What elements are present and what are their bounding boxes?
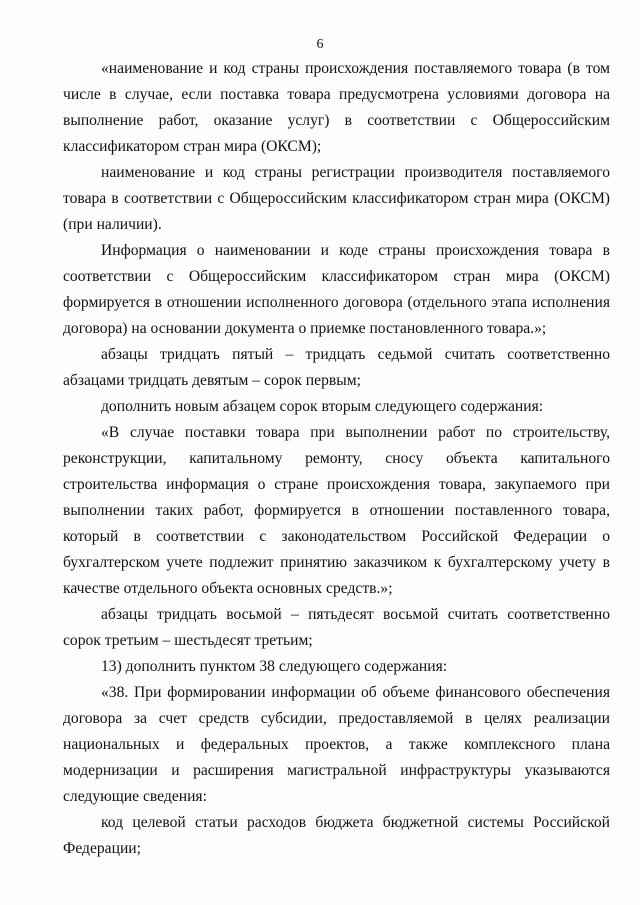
paragraph: код целевой статьи расходов бюджета бюджетной системы Российской Федерации; <box>63 814 610 857</box>
paragraph: 13) дополнить пунктом 38 следующего содержания: <box>101 658 448 675</box>
paragraph: «В случае поставки товара при выполнении работ по строительству, реконструкции, капитальному ремонту, сносу объекта капитального строительства информация о стране происхождения товара, закупаемого при выполнении таких работ, формируется в отношении поставленного товара, который в соответствии с законодательством Российской Федерации о бухгалтерском учете подлежит принятию заказчиком к бухгалтерскому учету в качестве отдельного объекта основных средств.»; <box>63 424 610 597</box>
paragraph: наименование и код страны регистрации производителя поставляемого товара в соответствии с Общероссийским классификатором стран мира (ОКСМ) (при наличии). <box>63 164 610 233</box>
paragraph: абзацы тридцать восьмой – пятьдесят восьмой считать соответственно сорок третьим – шестьдесят третьим; <box>63 606 610 649</box>
paragraph: дополнить новым абзацем сорок вторым следующего содержания: <box>101 398 544 415</box>
paragraph: «наименование и код страны происхождения поставляемого товара (в том числе в случае, если поставка товара предусмотрена условиями договора на выполнение работ, оказание услуг) в соответствии с Общероссийским классификатором стран мира (ОКСМ); <box>63 60 610 155</box>
paragraph: Информация о наименовании и коде страны происхождения товара в соответствии с Общероссийским классификатором стран мира (ОКСМ) формируется в отношении исполненного договора (отдельного этапа исполнения договора) на основании документа о приемке постановленного товара.»; <box>63 242 610 337</box>
paragraph: абзацы тридцать пятый – тридцать седьмой считать соответственно абзацами тридцать девятым – сорок первым; <box>63 346 610 389</box>
page-number: 6 <box>316 37 324 52</box>
paragraph: «38. При формировании информации об объеме финансового обеспечения договора за счет средств субсидии, предоставляемой в целях реализации национальных и федеральных проектов, а также комплексного плана модернизации и расширения магистральной инфраструктуры указываются следующие сведения: <box>63 684 610 805</box>
document-body <box>63 56 610 862</box>
